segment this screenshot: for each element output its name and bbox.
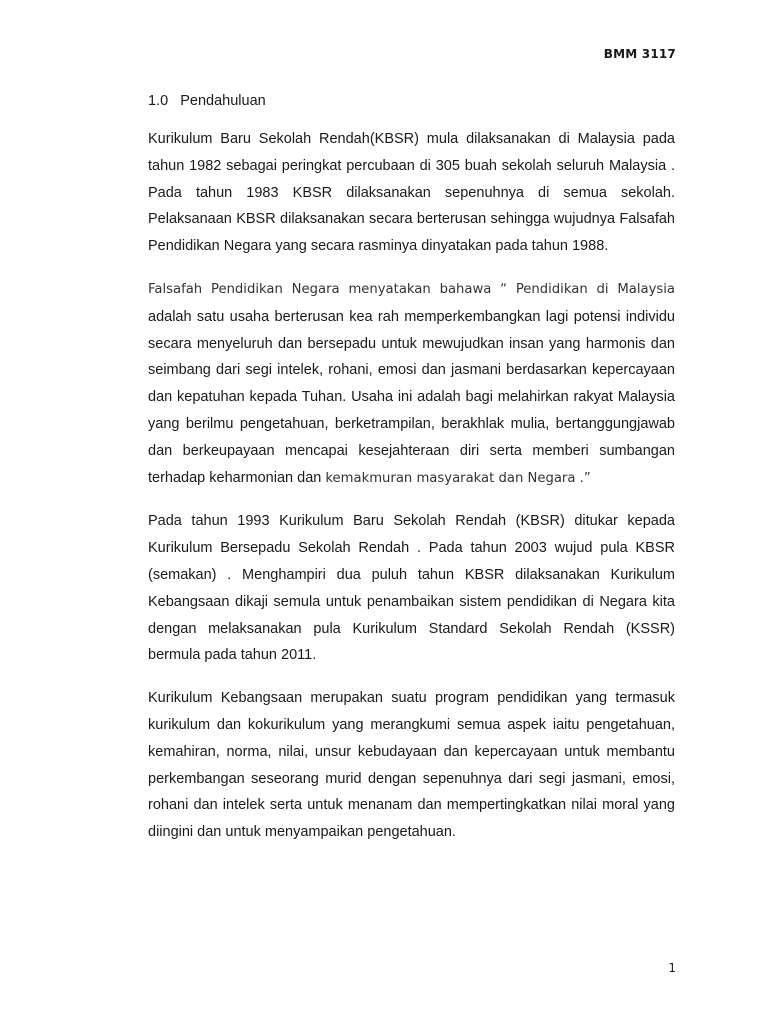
falsafah-quote-body: adalah satu usaha berterusan kea rah memperkembangkan lagi potensi individu secara menyeluruh dan bersepadu untuk mewujudkan insan yang harmonis dan seimbang dari segi intelek, rohani, emosi dan jasmani berdasarkan kepercayaan dan kepatuhan kepada Tuhan. Usaha ini adalah bagi melahirkan rakyat Malaysia yang berilmu pengetahuan, berketrampilan, berakhlak mulia, bertanggungjawab dan berkeupayaan mencapai kesejahteraan diri serta memberi sumbangan terhadap keharmonian dan <box>148 308 675 486</box>
paragraph-kssr: Pada tahun 1993 Kurikulum Baru Sekolah Rendah (KBSR) ditukar kepada Kurikulum Bersepadu Sekolah Rendah . Pada tahun 2003 wujud pula KBSR (semakan) . Menghampiri dua puluh tahun KBSR dilaksanakan Kurikulum Kebangsaan dikaji semula untuk penambaikan sistem pendidikan di Negara kita dengan melaksanakan pula Kurikulum Standard Sekolah Rendah (KSSR) bermula pada tahun 2011. <box>148 513 675 664</box>
falsafah-quote-intro: Falsafah Pendidikan Negara menyatakan bahawa “ Pendidikan di Malaysia <box>148 281 675 297</box>
paragraph-kurikulum-kebangsaan: Kurikulum Kebangsaan merupakan suatu program pendidikan yang termasuk kurikulum dan kokurikulum yang merangkumi semua aspek iaitu pengetahuan, kemahiran, norma, nilai, unsur kebudayaan dan kepercayaan untuk membantu perkembangan seseorang murid dengan sepenuhnya dari segi jasmani, emosi, rohani dan intelek serta untuk menanam dan mempertingkatkan nilai moral yang diingini dan untuk menyampaikan pengetahuan. <box>148 690 675 841</box>
falsafah-quote-end: kemakmuran masyarakat dan Negara .” <box>325 470 591 486</box>
paragraph-kbsr-intro: Kurikulum Baru Sekolah Rendah(KBSR) mula dilaksanakan di Malaysia pada tahun 1982 sebagai peringkat percubaan di 305 buah sekolah seluruh Malaysia . Pada tahun 1983 KBSR dilaksanakan sepenuhnya di semua sekolah. Pelaksanaan KBSR dilaksanakan secara berterusan sehingga wujudnya Falsafah Pendidikan Negara yang secara rasminya dinyatakan pada tahun 1988. <box>148 131 675 255</box>
page-number: 1 <box>668 961 676 975</box>
course-code-header: BMM 3117 <box>603 47 676 61</box>
paragraph-falsafah <box>148 276 675 492</box>
document-body <box>148 126 675 862</box>
section-heading: 1.0 Pendahuluan <box>148 93 266 109</box>
